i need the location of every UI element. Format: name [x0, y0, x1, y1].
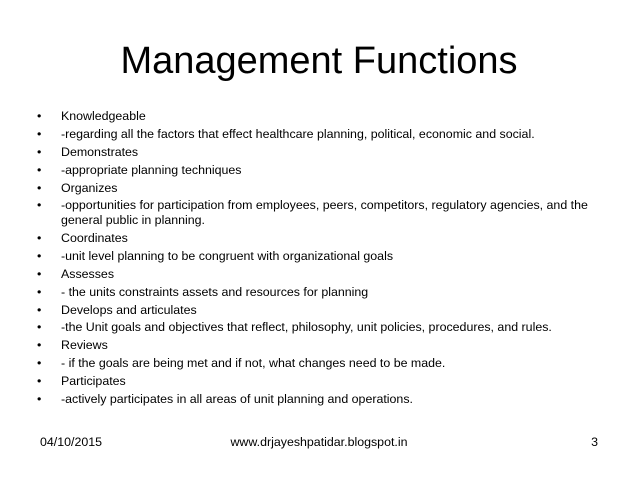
bullet-text: Reviews — [61, 338, 108, 353]
bullet-icon: • — [37, 144, 42, 159]
list-item — [37, 231, 607, 246]
bullet-text: Organizes — [61, 180, 118, 195]
list-item — [37, 145, 607, 160]
slide-title: Management Functions — [120, 40, 518, 82]
bullet-text: Participates — [61, 374, 126, 389]
list-item — [37, 127, 607, 142]
bullet-icon: • — [37, 356, 42, 371]
bullet-text: -appropriate planning techniques — [61, 162, 242, 177]
bullet-icon: • — [37, 320, 42, 335]
bullet-text: -the Unit goals and objectives that reflect, philosophy, unit policies, procedures, and rules. — [61, 320, 552, 335]
list-item — [37, 267, 607, 282]
bullet-text: - if the goals are being met and if not, what changes need to be made. — [61, 356, 446, 371]
list-item — [37, 374, 607, 389]
bullet-icon: • — [37, 248, 42, 263]
bullet-icon: • — [37, 374, 42, 389]
bullet-text: Assesses — [61, 266, 115, 281]
page-number: 3 — [591, 435, 598, 449]
list-item — [37, 392, 607, 407]
bullet-icon: • — [37, 338, 42, 353]
bullet-text: Knowledgeable — [61, 109, 146, 123]
bullet-text: -actively participates in all areas of unit planning and operations. — [61, 391, 413, 406]
bullet-icon: • — [37, 109, 42, 123]
list-item — [37, 320, 607, 335]
bullet-icon: • — [37, 266, 42, 281]
bullet-icon: • — [37, 230, 42, 245]
list-item — [37, 285, 607, 300]
list-item — [37, 356, 607, 371]
bullet-text: Develops and articulates — [61, 302, 197, 317]
bullet-icon: • — [37, 126, 42, 141]
bullet-text: Coordinates — [61, 230, 128, 245]
bullet-list — [37, 109, 607, 410]
list-item — [37, 249, 607, 264]
bullet-text: -opportunities for participation from employees, peers, competitors, regulatory agencies, and the general public in planning. — [61, 198, 588, 228]
list-item — [37, 198, 607, 227]
list-item — [37, 303, 607, 318]
bullet-text: -unit level planning to be congruent with organizational goals — [61, 248, 394, 263]
list-item — [37, 163, 607, 178]
bullet-icon: • — [37, 391, 42, 406]
list-item — [37, 181, 607, 196]
list-item — [37, 338, 607, 353]
bullet-text: Demonstrates — [61, 144, 139, 159]
footer-date: 04/10/2015 — [40, 435, 103, 449]
bullet-text: - the units constraints assets and resources for planning — [61, 284, 369, 299]
footer-website: www.drjayeshpatidar.blogspot.in — [230, 435, 408, 449]
bullet-icon: • — [37, 284, 42, 299]
bullet-text: -regarding all the factors that effect healthcare planning, political, economic and social. — [61, 126, 535, 141]
bullet-icon: • — [37, 198, 42, 213]
list-item — [37, 109, 607, 124]
bullet-icon: • — [37, 302, 42, 317]
bullet-icon: • — [37, 162, 42, 177]
bullet-icon: • — [37, 180, 42, 195]
